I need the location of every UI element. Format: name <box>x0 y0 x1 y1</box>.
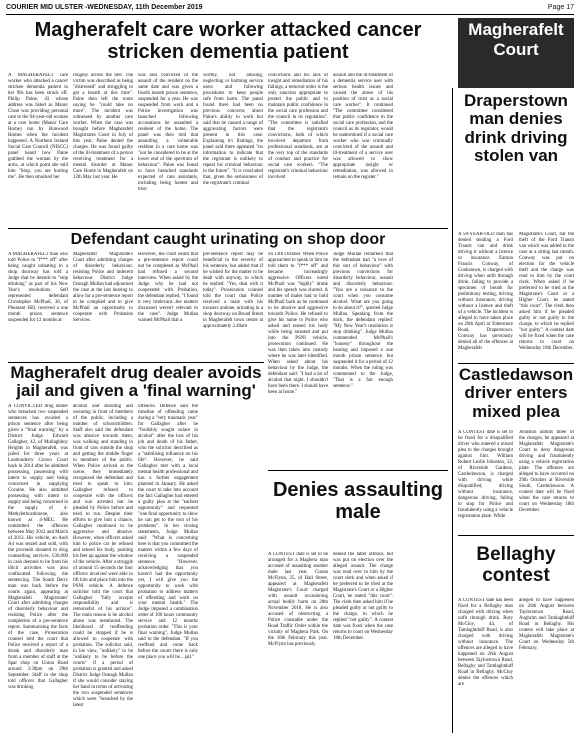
body-denies-assault-col1: A CONTEST date is set to be arranged for a Maghera man accused of assaulting another male last year. Ciaran McFlynn, 25, of Hall Street, appeared at Magherafelt Magistrate's Court charged with assault occasioning actual bodily harm on 28th November 2018. He is also accused of obstructing a Police constable under the Road Traffic Order within the vicinity of Maghera Park. On the 18th February this year. McFlynn has previously <box>268 552 328 647</box>
body-drug-dealer-col2: alcohol and shouting and swearing in front of members of the public, including a number of schoolchildren. Staff also said the defendant was abusive towards them, was walking and standing in front of cars outside the shop and getting the middle finger to members of the public. When Police arrived at the scene, they immediately recognised the defendant and tried to speak to him. Gallagher refused to cooperate with the officers and was arrested but he pleaded by Police before and tried to run. Despite their efforts to give him a chance, Gallagher continued to be aggressive and abusive. However, when officers asked him to police car he refused and tensed his body, pushing his feet up against the window of the vehicle. After a struggle of around 15 seconds the four officers involved were able to lift him and place him into the PSNI vehicle. A defence solicitor told the court that Gallagher "fully accepts responsibility and is remorseful of his actions". The main reason is he alcohol abuse was mentioned. The likelihood of reoffending could be stopped if he is allowed to cooperate with probation. The solicitor said, in his view, "unlikely" to be "unlikely to be before the courts" if a period of probation is granted and asked District Judge Oonagh Mullan if she would consider staying her hand in terms of activating the two suspended sentences which were "breached by the latest <box>73 404 133 709</box>
body-urinating-col2: Magherafelt Magistrate's Court after admitting charges of disorderly behaviour, resisting Police and indecent behaviour. District Judge Oonagh Mullan had adjourned the case at the last hearing to allow for a pre-sentence report to be compiled and to give McPhail an opportunity to cooperate with Probation Services. <box>73 252 133 323</box>
headline-bellaghy: Bellaghy contest <box>476 544 556 586</box>
page-number: Page 17 <box>547 4 574 11</box>
body-urinating-col6: Judge Mullan remarked that the defendant had "a love of this sort of behaviour" with previous convictions for disorderly behaviour, assault and disorderly behaviour. "You are a nuisance to the court when you consume alcohol. What are you going to do about it?", queried Judge Mullan. Speaking from the dock, the defendant replied: "My New Year's resolution is stop drinking". Judge Mullan commended McPhail's "honesty" throughout the hearing and imposed a one month prison sentence, but suspended it for a period of 12 months. When the ruling was commented to the Judge, "That is a fair enough sentence." <box>333 252 393 389</box>
body-care-worker-col4: worthy, not abusing, neglecting or harming service users and following procedures to keep people safe from harm. The panel found there had been no previous concerns about Paine's ability to work but said that he caused a range of aggravating factors were present in this case. Explaining it's findings, the panel said there appeared "no information to indicate that the registrant is unlikely to repeat his criminal behaviour in the future". "It is concluded that, given the seriousness of the registrant's criminal <box>203 73 263 186</box>
body-denies-assault-col2: denied the latter offence, but was put on election over the alleged assault. The charge was read over to him by the court clerk and when asked if he preferred to be tried at the Magistrate's Court or a Higher Court, he stated "this court". The clerk then asked him if he pleaded guilty or not guilty to the charge, to which he replied "not guilty". A contest date was fixed when the case returns to court on Wednesday 18th December. <box>333 552 393 641</box>
body-bellaghy-col2: alleged to have happened on 26th August between Taylorstown Road, Aughrim and Tamlaghtduff Road in Bellaghy. His contest will take place at Magherafelt Magistrate's Court on Wednesday 5th February. <box>519 598 574 651</box>
court-banner-line2: Court <box>493 40 539 60</box>
rule-denies-assault <box>268 470 448 471</box>
body-draperstown-col1: A 58-YEAR-OLD man has denied stealing a Ford Transit van and drink driving it without a licence or insurance. Eamon Francis Conway, of Cookstown, is charged with driving when unfit through drink, failing to provide a specimen of breath for preliminary testing, driving without insurance, driving without a licence and theft of a vehicle. The incident is alleged to have taken place on 20th April at Tobermore Road, Draperstown. Conway has previously denied all of the offences at Magherafelt <box>458 232 513 351</box>
body-urinating-col5: on 13th October. When Police approached to speak to him he told them to "f*** off" and became increasingly aggressive. Officers noted McPhail was "highly" drunk and his speech was slurred. A number of males had to hold McPhail back as he continued to be abusive and aggressive towards Police. He refused to give his name to Police who asked and tensed his body while being arrested and put into the PSNI vehicle, prosecution continued. He was then taken into custody where he was later identified. When asked about his behaviour by the Judge, the defendant said: "I had a lot of alcohol that night. I shouldn't have been there. I should have been at home." <box>268 252 328 395</box>
body-castledawson-col2: Johnston admits three of the charges, he appeared at Magherafelt Magistrate's Court to deny dangerous driving and fraudulently using a vehicle registration plate. The offences are alleged to have occurred on 29th October at Riverside South, Castledawson. A contest date will be fixed when the case returns to court on Wednesday 18th December. <box>519 430 574 513</box>
body-castledawson-col1: A CONTEST date is set to be fixed for a disqualified driver who entered a mixed plea to the charges brought against him. William Robert Leslie Johnston, 32, of Riverside Gardens, Castledawson, is charged with driving while disqualified, driving without insurance, dangerous driving, failing to stop for Police and fraudulently using a vehicle registration plate. While <box>458 430 513 519</box>
body-care-worker-col1: A MAGHERAFELT care worker who attacked a cancer stricken dementia patient in her 90s has been struck off. Philip Paine, 43 whose address was listed as Manor Close was providing personal care to the 94-year-old woman at a care home (Manor Care Home) run by Runwood Homes when the incident happened. A Northern Ireland Social Care Council (NISCC) panel heard how Paine grabbed the woman by the arms, at which point she told him "Stop, you are hurting me". He then smacked her <box>8 73 68 180</box>
headline-denies-assault: Denies assaulting male <box>272 479 444 523</box>
headline-draperstown: Draperstown man denies drink driving stolen van <box>464 91 568 166</box>
headline-castledawson: Castledawson driver enters mixed plea <box>458 365 574 421</box>
court-banner <box>458 18 574 88</box>
headline-care-worker: Magherafelt care worker attacked cancer stricken dementia patient <box>34 19 422 63</box>
headline-drug-dealer: Magherafelt drug dealer avoids jail and given a 'final warning' <box>10 363 262 401</box>
body-urinating-col3: However, the court heard that a pre-sentence report could not be completed as McPhail had refused a second interview. When asked by the Judge why he had not cooperated with Probation, the defendant replied, "I found it very irrelevant...the matters discussed weren't relevant to the case". Judge Mullan warned McPhail that a <box>138 252 198 323</box>
body-care-worker-col6: assault and the ill-treatment of a dementia service user with serious health issues and caused the abuse of his position of trust as a social care worker". It continued "The committee considered that public confidence in the social care profession, and the council as its regulator, would be undermined if a social care worker who was criminally convicted of the assault and ill-treatment of a service user was allowed to show appropriate insight or remediation, was allowed to remain on the register." <box>333 73 393 180</box>
body-drug-dealer-col3: offences. Defence said the timeline of offending came during a "very traumatic year" for Gallagher after he "foolishly sought solace in alcohol" after the loss of his job and death of his father, who the solicitor described as a "stabilising influence on his life". However, he said Gallagher met with a local mental health professional and has a further engagement planned in January. He asked the court to take into account the fact Gallagher had entered a guilty plea at the "earliest opportunity" and requested "one final opportunity to show he can get to the root of his problems". In her closing statements, Judge Mullan said: "What is concerning here is that you committed the matters within a few days of receiving a suspended sentence. "However, acknowledging that you haven't had the opportunity yet, I will give you the opportunity to work with probation to address matters of offending and work on your mental health." The Judge imposed a combination order of 100 hours community service and 12 months probation order. "This is your final warning", Judge Mullan said to the defendant. "If you reoffend and come back before the courts there is only one place you will be... jail." <box>138 404 198 661</box>
body-care-worker-col5: convictions and his lack of insight and remediation of his failings, a removal order is the only sanction appropriate to protect the public and to maintain public confidence in the social care profession and the council in its regulation". "The committee is satisfied that the registrant's convictions, both of which involved departure from professional standards, are at the very top of the standards of conduct and practice for social care workers. "The registrant's criminal behaviour involved <box>268 73 328 180</box>
headline-urinating: Defendant caught urinating on shop door <box>70 231 386 248</box>
masthead <box>6 2 574 15</box>
body-urinating-col1: A MAGHERAFELT man who told Police to "f*** off" after being caught urinating in a shop doorway has told a Judge that he intends to "stop drinking" as part of his New Year's resolutions. Self represented defendant Christopher McPhail, 30, of Pheasant Hill, received a one month prison sentence suspended for 12 months at <box>8 252 68 323</box>
body-draperstown-col2: Magistrate's Court, bar the theft of the Ford Transit van which was added to the case at a sitting last month. Conway was put on election for the vehicle theft and the charge was read to him by the court clerk. When asked if he preferred to be tried at the Magistrate's Court or a Higher Court, he stated "this court". The clerk then asked him if he pleaded guilty or not guilty to the charge, to which he replied "not guilty". A contest date will be fixed when the case returns to court on Wednesday 18th December. <box>519 232 574 351</box>
right-column-divider <box>452 88 453 733</box>
body-drug-dealer-col1: A CONVICTED drug dealer who breached two suspended sentences has avoided a prison sentence after being given a "final warning" by a District Judge. Edward Gallagher, 42, of Mullaghboy Heights in Magherafelt, was jailed for three years at Londonderry Crown Court back in 2014 after he admitted possessing, possessing with intent to supply and being concerned in supplying Cocaine. He also admitted possessing with intent to supply and being concerned in the supply of 4-Methylethcathinone, also known as 4-MEC. He committed the offences between May 2012 and March of 2013. His vehicle, an Audi A4 was seized and sold, with the proceeds donated to drug counselling services. £30,000 in cash deemed to be from his illicit activities was also confiscated following the sentencing. The South Derry man was back before the courts again, appearing at Magherafelt Magistrates' Court after admitting charges of disorderly behaviour and resisting Police after the completion of a pre-sentence report. Summarising the facts of the case, Prosecution counsel told the court that Police received a report of a drunk and disorderly man from a member of staff at the Spar shop on Union Road around 3:30pm on 29th September. Staff in the shop told officers that Gallagher was drinking <box>8 404 68 691</box>
body-care-worker-col2: roughly across the bed. The victim was described as being "distressed" and struggling to get a breath at this time". Paine then left the room saying he "could take no more". The incident was witnessed by another care worker. When the case was brought before Magherafelt Magistrates Court in July of this year, Paine denied the charges. He was found guilty of the ill-treatment of a person receiving treatment for a mental disorder at Manor Care Home in Magherafelt on 12th May last year. He <box>73 73 133 180</box>
rule-castledawson <box>458 363 574 364</box>
court-banner-line1: Magherafelt <box>468 20 564 39</box>
rule-urinating <box>8 228 448 229</box>
body-care-worker-col3: was also convicted of the assault of the resident on the same date and was given a fourth month prison sentence, suspended for a year. He was suspended from work and a Police investigation was launched following accusations he assaulted a resident of the home. The panel was then told that assaulting a vulnerable resident in a care home was "not be considered to be at the lower end of the spectrum of behaviour". Paine was found to have breached standards expected of care assistants, including being honest and trust <box>138 73 198 192</box>
paper-title: COURIER MID ULSTER -WEDNESDAY, 11th December 2019 <box>6 4 203 11</box>
body-urinating-col4: pre-sentence report may be beneficial in the severity of his sentence, but added that if he wished for the matter to be dealt with anyway, to which he replied: "Yes, deal with it today". Prosecution counsel told the court that Police received a male with his trousers undone, urinating in a shop doorway on Broad Street in Magherafelt town centre at approximately 2.40am <box>203 252 263 329</box>
rule-bellaghy <box>458 535 574 536</box>
body-bellaghy-col1: A CONTEST date has been fixed for a Bellaghy man charged with driving when unfit through drink. Rory McCloy, 44, of Tamlaghtduff Road, is also charged with driving without insurance. The offences are alleged to have happened on 26th August between Taylorstown Road, Bellaghy and Tamlaghtduff Road in Bellaghy. McCloy denies the offences which are <box>458 598 513 687</box>
